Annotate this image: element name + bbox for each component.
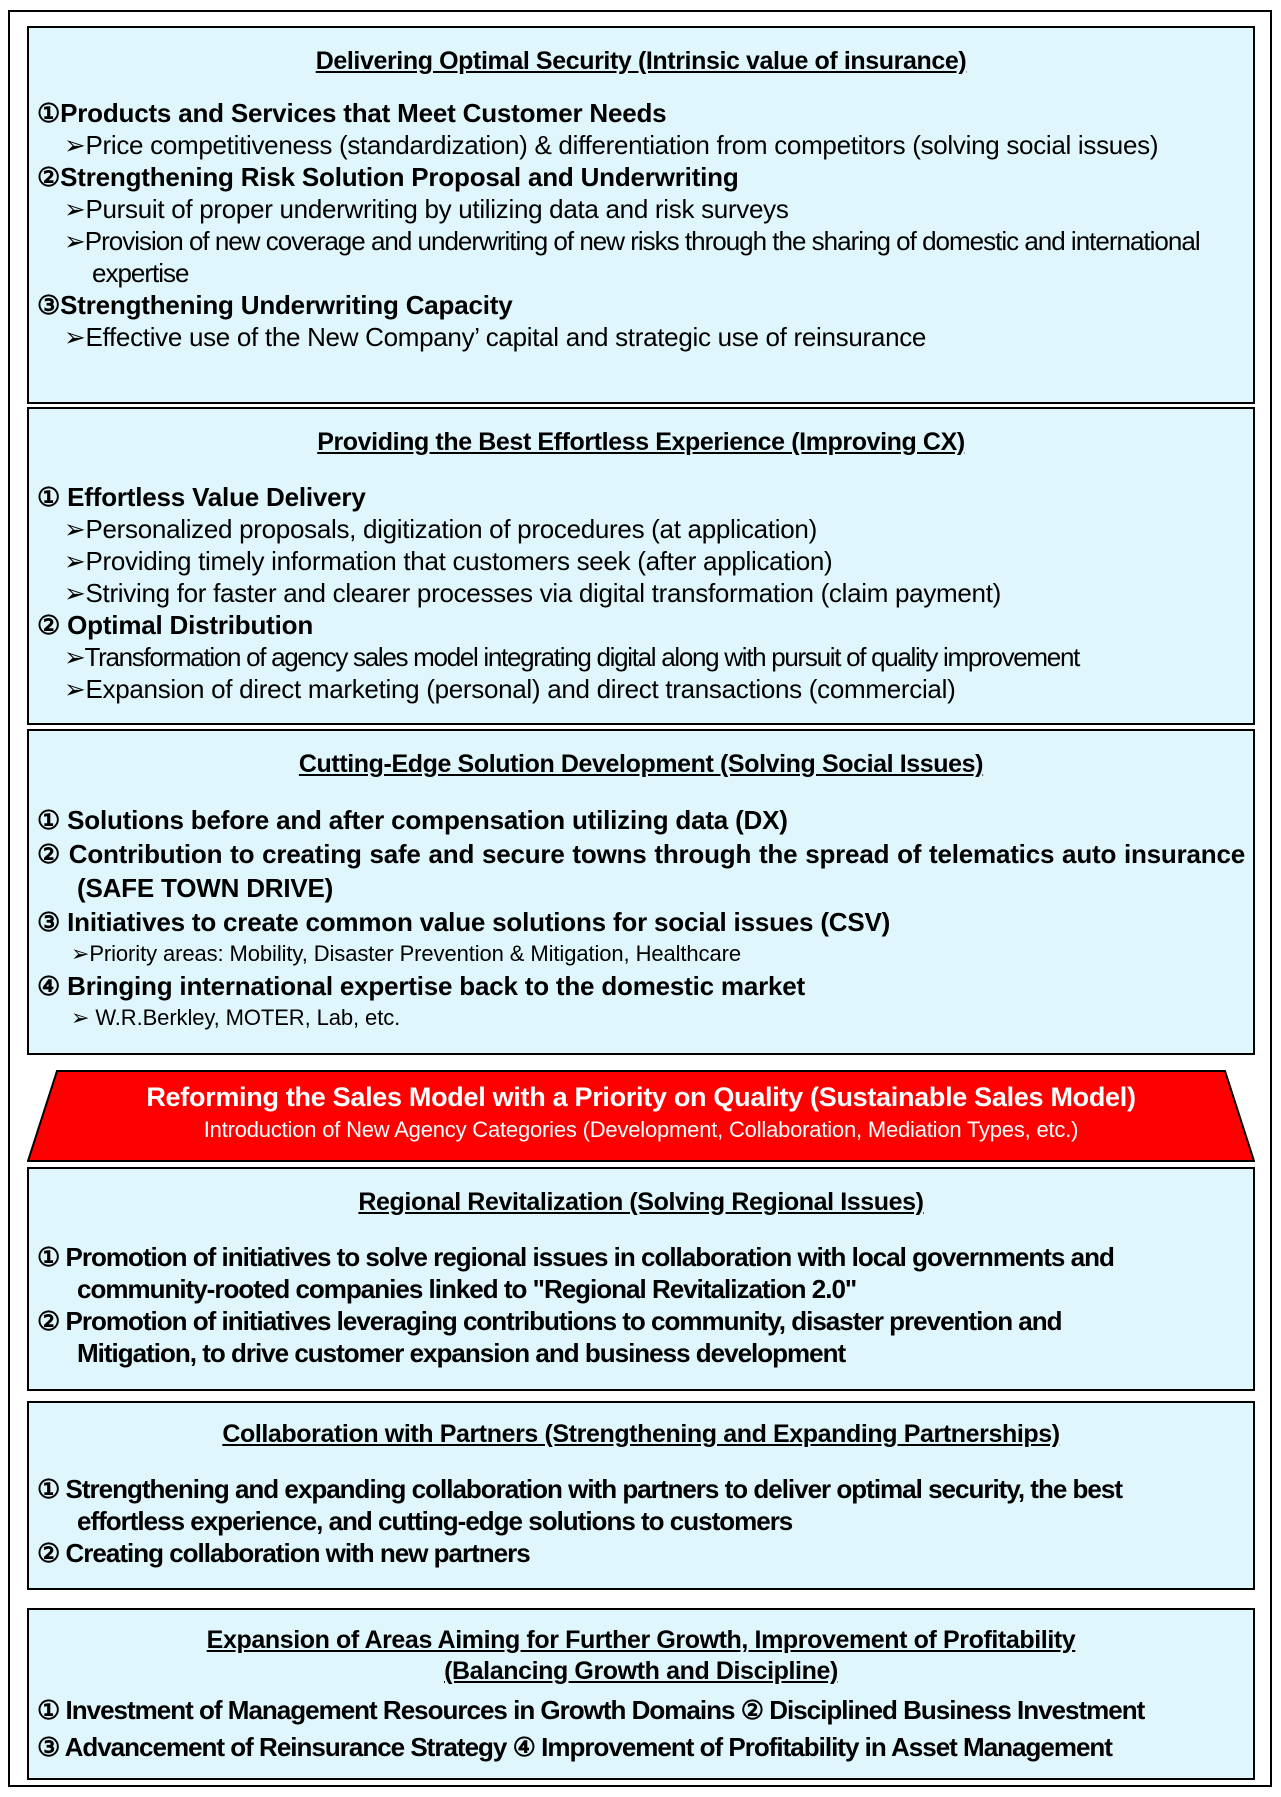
items-row-2 — [37, 1729, 1245, 1766]
section-title: Delivering Optimal Security (Intrinsic value of insurance) — [315, 47, 967, 75]
heading-safe-town-drive: ② Contribution to creating safe and secure towns through the spread of telematics auto insurance (SAFE TOWN DRIVE) — [37, 839, 1245, 903]
item-asset-management: ④ Improvement of Profitability in Asset Management — [512, 1732, 1112, 1762]
heading-effortless-value: ① Effortless Value Delivery — [37, 482, 366, 512]
banner-subtitle: Introduction of New Agency Categories (Development, Collaboration, Mediation Types, etc.) — [203, 1117, 1079, 1142]
bullet-new-coverage: ➢Provision of new coverage and underwriting of new risks through the sharing of domestic and international expertise — [64, 226, 1200, 288]
bullet-personalized-proposals: ➢Personalized proposals, digitization of procedures (at application) — [64, 514, 817, 544]
bullet-partners-list: ➢ W.R.Berkley, MOTER, Lab, etc. — [71, 1005, 401, 1030]
bullet-direct-marketing: ➢Expansion of direct marketing (personal) and direct transactions (commercial) — [64, 674, 956, 704]
item-new-partners: ② Creating collaboration with new partners — [37, 1538, 530, 1568]
sales-model-banner — [27, 1070, 1255, 1162]
section-title: Cutting-Edge Solution Development (Solving Social Issues) — [298, 750, 984, 778]
bullet-priority-areas: ➢Priority areas: Mobility, Disaster Prevention & Mitigation, Healthcare — [71, 941, 741, 966]
section-growth-expansion — [27, 1608, 1255, 1780]
section-title: Collaboration with Partners (Strengthening and Expanding Partnerships) — [222, 1420, 1060, 1448]
page-frame — [8, 10, 1272, 1787]
heading-solutions-data: ① Solutions before and after compensation utilizing data (DX) — [37, 805, 788, 835]
bullet-timely-information: ➢Providing timely information that customers seek (after application) — [64, 546, 833, 576]
section-title: Regional Revitalization (Solving Regional Issues) — [358, 1188, 924, 1216]
item-disciplined-investment: ② Disciplined Business Investment — [740, 1695, 1145, 1725]
heading-underwriting-capacity: ③Strengthening Underwriting Capacity — [37, 290, 513, 320]
banner-title: Reforming the Sales Model with a Priority on Quality (Sustainable Sales Model) — [146, 1082, 1136, 1112]
bullet-faster-processes: ➢Striving for faster and clearer processes via digital transformation (claim payment) — [64, 578, 1001, 608]
heading-products-services: ①Products and Services that Meet Customer Needs — [37, 98, 667, 128]
heading-risk-solution: ②Strengthening Risk Solution Proposal and Underwriting — [37, 162, 739, 192]
heading-csv-initiatives: ③ Initiatives to create common value solutions for social issues (CSV) — [37, 907, 891, 937]
item-regional-issues: ① Promotion of initiatives to solve regional issues in collaboration with local governments and community-rooted companies linked to "Regional Revitalization 2.0" — [37, 1242, 1114, 1304]
heading-international-expertise: ④ Bringing international expertise back to the domestic market — [37, 971, 805, 1001]
section-regional-revitalization — [27, 1167, 1255, 1391]
section-title: Providing the Best Effortless Experience (Improving CX) — [317, 428, 965, 456]
item-reinsurance-strategy: ③ Advancement of Reinsurance Strategy — [37, 1732, 507, 1762]
item-growth-domains: ① Investment of Management Resources in Growth Domains — [37, 1695, 735, 1725]
item-community-contributions: ② Promotion of initiatives leveraging contributions to community, disaster prevention and Mitigation, to drive customer expansion and business development — [37, 1306, 1062, 1368]
section-title-line2: (Balancing Growth and Discipline) — [444, 1657, 838, 1685]
heading-optimal-distribution: ② Optimal Distribution — [37, 610, 314, 640]
bullet-proper-underwriting: ➢Pursuit of proper underwriting by utilizing data and risk surveys — [64, 194, 789, 224]
items-row-1 — [37, 1692, 1245, 1729]
section-title-line1: Expansion of Areas Aiming for Further Growth, Improvement of Profitability — [206, 1626, 1076, 1654]
bullet-agency-sales-model: ➢Transformation of agency sales model integrating digital along with pursuit of quality improvement — [64, 642, 1080, 672]
bullet-capital-reinsurance: ➢Effective use of the New Company’ capital and strategic use of reinsurance — [64, 322, 927, 352]
section-cutting-edge-solutions — [27, 729, 1255, 1055]
item-expand-collaboration: ① Strengthening and expanding collaboration with partners to deliver optimal security, the best effortless experience, and cutting-edge solutions to customers — [37, 1474, 1122, 1536]
section-effortless-experience — [27, 407, 1255, 725]
bullet-price-competitiveness: ➢Price competitiveness (standardization) & differentiation from competitors (solving social issues) — [64, 130, 1159, 160]
section-partner-collaboration — [27, 1401, 1255, 1590]
section-optimal-security — [27, 26, 1255, 404]
